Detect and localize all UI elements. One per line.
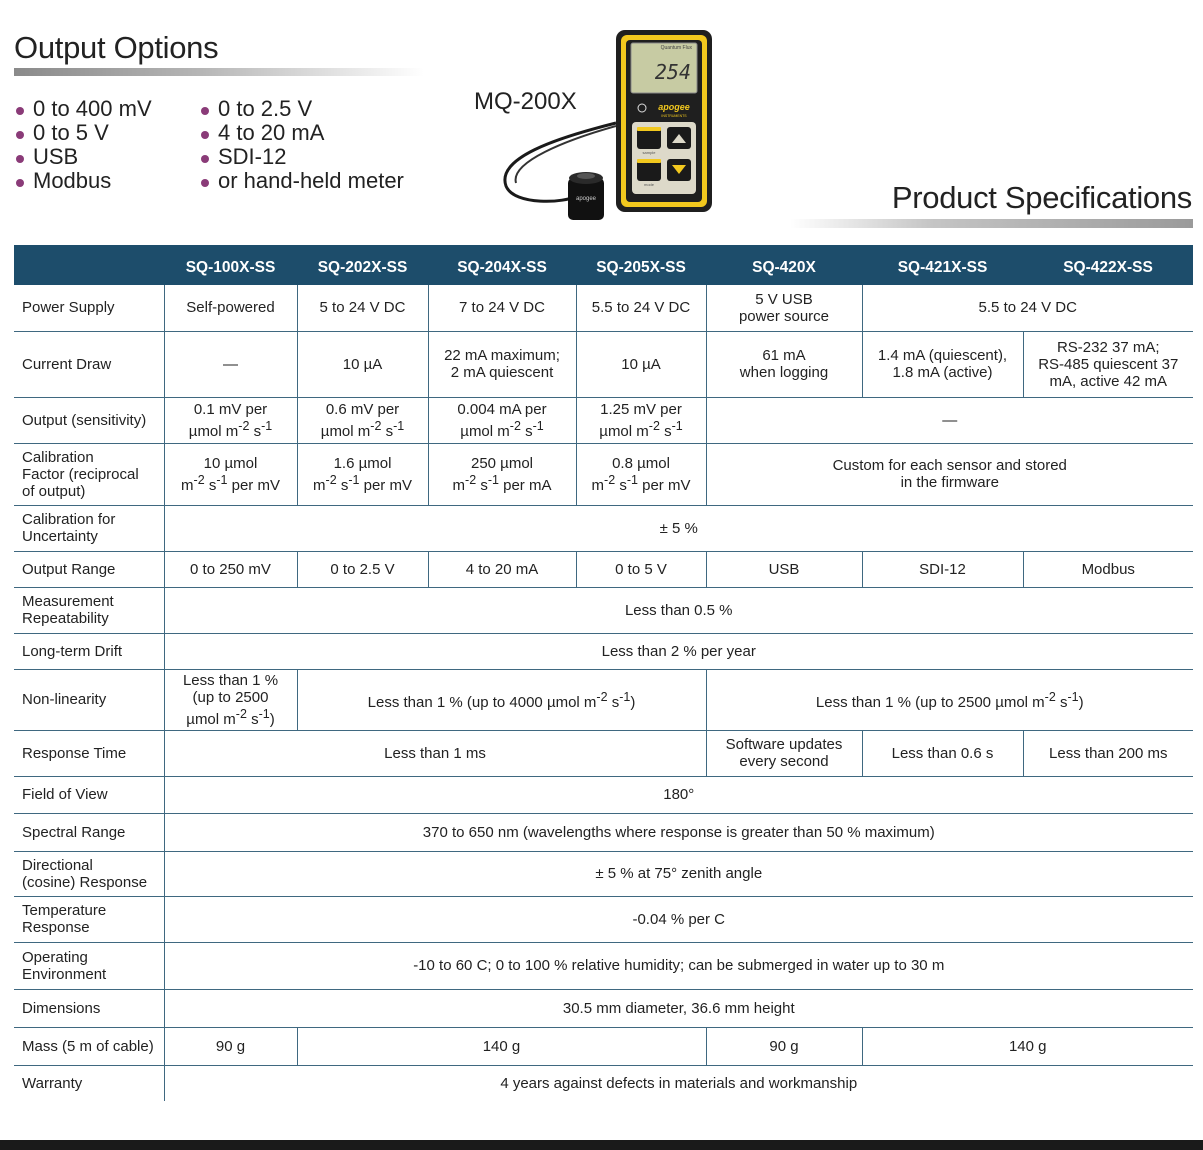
- output-option-item: SDI-12: [199, 145, 404, 169]
- table-cell: Modbus: [1023, 551, 1193, 587]
- output-options-list-right: [199, 97, 404, 193]
- row-label: Power Supply: [14, 285, 164, 331]
- column-header: SQ-422X-SS: [1023, 245, 1193, 285]
- table-cell: 370 to 650 nm (wavelengths where response is greater than 50 % maximum): [164, 813, 1193, 851]
- row-label: Mass (5 m of cable): [14, 1027, 164, 1065]
- table-cell: ± 5 % at 75° zenith angle: [164, 851, 1193, 896]
- table-cell: 10 µmol $m^{-2}$ $s^{-1}$ per mV: [164, 443, 297, 505]
- table-row: [14, 896, 1193, 942]
- table-cell: Less than 1 % (up to 2500 µmol $m^{-2}$ $s^{-1}$): [164, 669, 297, 730]
- output-options-underline: [14, 68, 424, 76]
- table-row: [14, 669, 1193, 730]
- table-cell: 1.25 mV per µmol $m^{-2}$ $s^{-1}$: [576, 397, 706, 443]
- output-option-item: 0 to 2.5 V: [199, 97, 404, 121]
- row-label: Field of View: [14, 776, 164, 813]
- table-cell: 0.8 µmol $m^{-2}$ $s^{-1}$ per mV: [576, 443, 706, 505]
- table-cell: Less than 200 ms: [1023, 730, 1193, 776]
- table-cell: 90 g: [164, 1027, 297, 1065]
- table-cell: 5.5 to 24 V DC: [862, 285, 1193, 331]
- table-cell: 22 mA maximum; 2 mA quiescent: [428, 331, 576, 397]
- table-row: [14, 285, 1193, 331]
- table-row: [14, 551, 1193, 587]
- table-cell: Less than 1 % (up to 2500 µmol $m^{-2}$ $s^{-1}$): [706, 669, 1193, 730]
- table-cell: USB: [706, 551, 862, 587]
- output-option-item: 0 to 5 V: [14, 121, 152, 145]
- table-cell: Less than 1 ms: [164, 730, 706, 776]
- row-label: Response Time: [14, 730, 164, 776]
- table-cell: 10 µA: [297, 331, 428, 397]
- table-row: [14, 813, 1193, 851]
- table-cell: 250 µmol $m^{-2}$ $s^{-1}$ per mA: [428, 443, 576, 505]
- table-row: [14, 851, 1193, 896]
- row-label: Output Range: [14, 551, 164, 587]
- table-cell: 0.1 mV per µmol $m^{-2}$ $s^{-1}$: [164, 397, 297, 443]
- table-cell: 1.4 mA (quiescent), 1.8 mA (active): [862, 331, 1023, 397]
- table-cell: Less than 2 % per year: [164, 633, 1193, 669]
- up-arrow-button: [667, 127, 691, 149]
- table-row: [14, 397, 1193, 443]
- table-cell: 140 g: [297, 1027, 706, 1065]
- specifications-table: [14, 245, 1193, 1101]
- table-cell: 180°: [164, 776, 1193, 813]
- row-label: Dimensions: [14, 989, 164, 1027]
- table-cell: Software updates every second: [706, 730, 862, 776]
- table-row: [14, 1027, 1193, 1065]
- row-label: Calibration for Uncertainty: [14, 505, 164, 551]
- table-cell: 0 to 250 mV: [164, 551, 297, 587]
- row-label: Output (sensitivity): [14, 397, 164, 443]
- table-cell: 0.6 mV per µmol $m^{-2}$ $s^{-1}$: [297, 397, 428, 443]
- svg-text:sample: sample: [642, 150, 656, 155]
- svg-text:apogee: apogee: [575, 196, 597, 202]
- table-cell: 61 mA when logging: [706, 331, 862, 397]
- column-header: SQ-205X-SS: [576, 245, 706, 285]
- table-row: [14, 776, 1193, 813]
- output-option-item: USB: [14, 145, 152, 169]
- table-row: [14, 633, 1193, 669]
- column-header: SQ-202X-SS: [297, 245, 428, 285]
- output-option-item: 4 to 20 mA: [199, 121, 404, 145]
- row-label: Calibration Factor (reciprocal of output): [14, 443, 164, 505]
- output-options-list-left: [14, 97, 152, 193]
- table-cell: 30.5 mm diameter, 36.6 mm height: [164, 989, 1193, 1027]
- meter-display-reading: 254: [654, 60, 691, 84]
- table-header-row: [14, 245, 1193, 285]
- table-cell: —: [164, 331, 297, 397]
- product-specifications-underline: [790, 219, 1193, 228]
- table-cell: -0.04 % per C: [164, 896, 1193, 942]
- column-header: SQ-204X-SS: [428, 245, 576, 285]
- row-label: Operating Environment: [14, 942, 164, 989]
- output-option-item: Modbus: [14, 169, 152, 193]
- table-row: [14, 331, 1193, 397]
- handheld-meter-illustration: [496, 28, 716, 226]
- output-option-item: or hand-held meter: [199, 169, 404, 193]
- table-cell: 7 to 24 V DC: [428, 285, 576, 331]
- table-cell: 1.6 µmol $m^{-2}$ $s^{-1}$ per mV: [297, 443, 428, 505]
- table-row: [14, 505, 1193, 551]
- output-option-item: 0 to 400 mV: [14, 97, 152, 121]
- table-cell: Custom for each sensor and stored in the firmware: [706, 443, 1193, 505]
- table-cell: RS-232 37 mA; RS-485 quiescent 37 mA, active 42 mA: [1023, 331, 1193, 397]
- table-cell: 4 years against defects in materials and workmanship: [164, 1065, 1193, 1101]
- svg-text:Quantum Flux: Quantum Flux: [660, 45, 692, 51]
- row-label: Current Draw: [14, 331, 164, 397]
- table-cell: 5 V USB power source: [706, 285, 862, 331]
- row-label: Measurement Repeatability: [14, 587, 164, 633]
- table-cell: Less than 0.6 s: [862, 730, 1023, 776]
- table-cell: 140 g: [862, 1027, 1193, 1065]
- output-options-title: Output Options: [14, 30, 219, 65]
- table-cell: Less than 0.5 %: [164, 587, 1193, 633]
- svg-text:apogee: apogee: [658, 102, 690, 112]
- table-cell: -10 to 60 C; 0 to 100 % relative humidity; can be submerged in water up to 30 m: [164, 942, 1193, 989]
- meter-model-label: MQ-200X: [474, 88, 577, 115]
- table-cell: Self-powered: [164, 285, 297, 331]
- table-cell: SDI-12: [862, 551, 1023, 587]
- header-empty: [14, 245, 164, 285]
- table-cell: 4 to 20 mA: [428, 551, 576, 587]
- footer-bar: [0, 1140, 1203, 1150]
- table-cell: 0 to 5 V: [576, 551, 706, 587]
- quantum-sensor-icon: [568, 172, 604, 220]
- table-row: [14, 1065, 1193, 1101]
- table-row: [14, 443, 1193, 505]
- product-specifications-title: Product Specifications: [891, 180, 1192, 215]
- table-cell: 0 to 2.5 V: [297, 551, 428, 587]
- table-cell: —: [706, 397, 1193, 443]
- svg-text:mode: mode: [643, 182, 655, 187]
- row-label: Directional (cosine) Response: [14, 851, 164, 896]
- down-arrow-button: [667, 159, 691, 181]
- table-row: [14, 942, 1193, 989]
- row-label: Non-linearity: [14, 669, 164, 730]
- table-row: [14, 730, 1193, 776]
- table-row: [14, 989, 1193, 1027]
- table-cell: 5.5 to 24 V DC: [576, 285, 706, 331]
- svg-text:INSTRUMENTS: INSTRUMENTS: [661, 114, 687, 118]
- row-label: Spectral Range: [14, 813, 164, 851]
- table-cell: 10 µA: [576, 331, 706, 397]
- column-header: SQ-421X-SS: [862, 245, 1023, 285]
- row-label: Long-term Drift: [14, 633, 164, 669]
- table-cell: 90 g: [706, 1027, 862, 1065]
- column-header: SQ-100X-SS: [164, 245, 297, 285]
- table-cell: 0.004 mA per µmol $m^{-2}$ $s^{-1}$: [428, 397, 576, 443]
- row-label: Temperature Response: [14, 896, 164, 942]
- table-cell: 5 to 24 V DC: [297, 285, 428, 331]
- table-row: [14, 587, 1193, 633]
- table-cell: Less than 1 % (up to 4000 µmol $m^{-2}$ $s^{-1}$): [297, 669, 706, 730]
- table-cell: ± 5 %: [164, 505, 1193, 551]
- row-label: Warranty: [22, 1074, 83, 1092]
- column-header: SQ-420X: [706, 245, 862, 285]
